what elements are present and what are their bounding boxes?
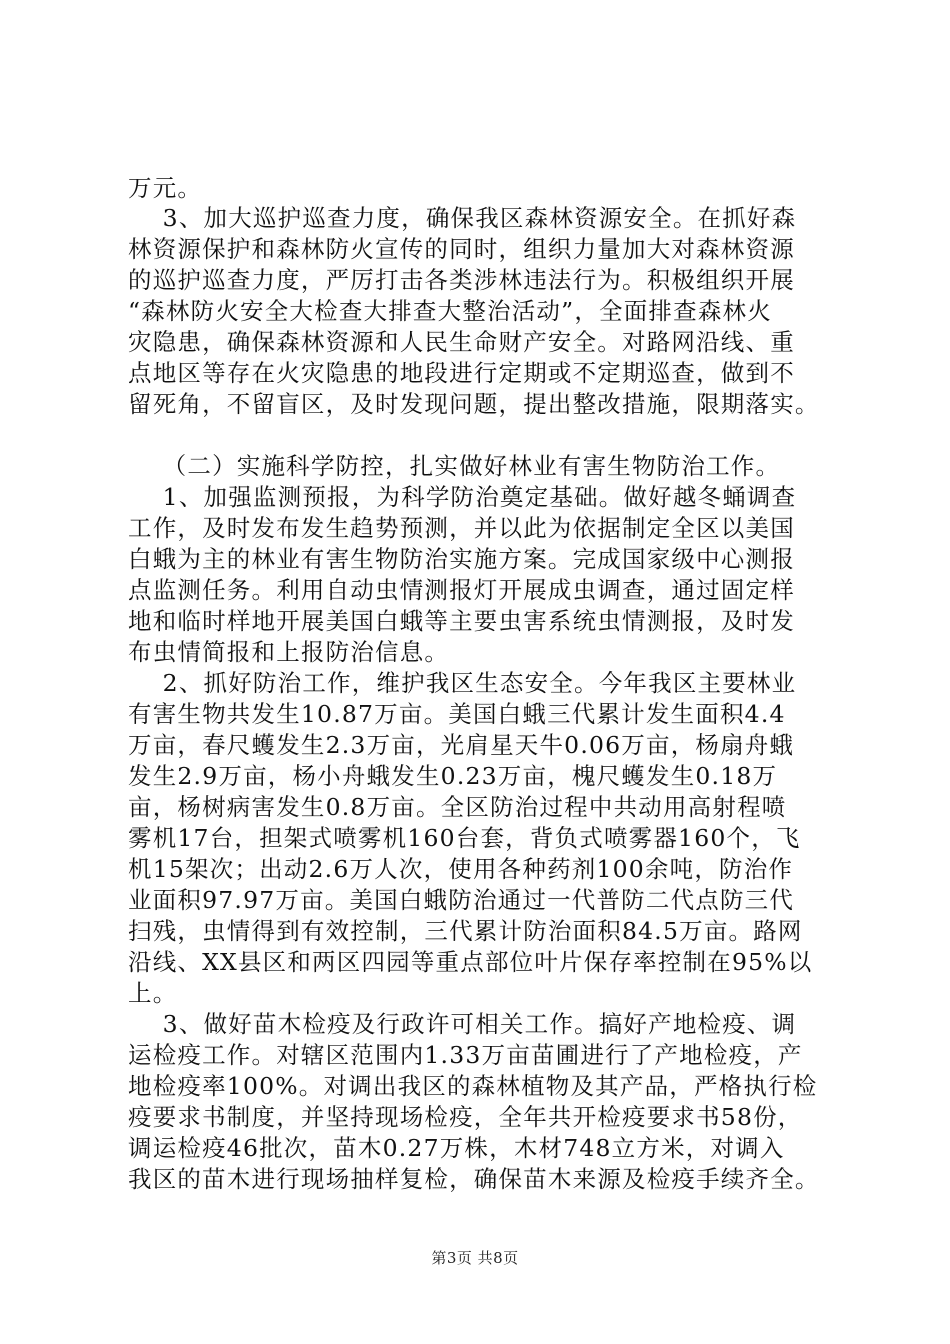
text-line: 雾机17台，担架式喷雾机160台套，背负式喷雾器160个，飞: [128, 824, 801, 852]
text-line: 2、抓好防治工作，维护我区生态安全。今年我区主要林业: [128, 669, 797, 697]
text-line: 运检疫工作。对辖区范围内1.33万亩苗圃进行了产地检疫，产: [128, 1041, 803, 1069]
text-line: “森林防火安全大检查大排查大整治活动”，全面排查森林火: [128, 297, 772, 325]
page-number-footer: 第3页 共8页: [431, 1249, 519, 1267]
text-line: 机15架次；出动2.6万人次，使用各种药剂100余吨，防治作: [128, 855, 794, 883]
text-line: 沿线、XX县区和两区四园等重点部位叶片保存率控制在95%以: [128, 948, 813, 976]
text-line: 业面积97.97万亩。美国白蛾防治通过一代普防二代点防三代: [128, 886, 795, 914]
text-line: 工作，及时发布发生趋势预测，并以此为依据制定全区以美国: [128, 514, 795, 542]
text-line: 上。: [128, 979, 178, 1007]
text-line: 扫残，虫情得到有效控制，三代累计防治面积84.5万亩。路网: [128, 917, 803, 945]
text-line: 布虫情简报和上报防治信息。: [128, 638, 450, 666]
text-line: 点监测任务。利用自动虫情测报灯开展成虫调查，通过固定样: [128, 576, 795, 604]
text-line: 万亩，春尺蠖发生2.3万亩，光肩星天牛0.06万亩，杨扇舟蛾: [128, 731, 795, 759]
text-line: 留死角，不留盲区，及时发现问题，提出整改措施，限期落实。: [128, 390, 820, 418]
text-line: 亩，杨树病害发生0.8万亩。全区防治过程中共动用高射程喷: [128, 793, 787, 821]
text-line: 灾隐患，确保森林资源和人民生命财产安全。对路网沿线、重: [128, 328, 795, 356]
text-line: 有害生物共发生10.87万亩。美国白蛾三代累计发生面积4.4: [128, 700, 786, 728]
text-line: 点地区等存在火灾隐患的地段进行定期或不定期巡查，做到不: [128, 359, 795, 387]
text-line: 的巡护巡查力度，严厉打击各类涉林违法行为。积极组织开展: [128, 266, 795, 294]
text-line: 林资源保护和森林防火宣传的同时，组织力量加大对森林资源: [128, 235, 795, 263]
text-line: 3、做好苗木检疫及行政许可相关工作。搞好产地检疫、调: [128, 1010, 797, 1038]
section-heading: （二）实施科学防控，扎实做好林业有害生物防治工作。: [128, 452, 781, 480]
text-line: 3、加大巡护巡查力度，确保我区森林资源安全。在抓好森: [128, 204, 797, 232]
text-line: 疫要求书制度，并坚持现场检疫，全年共开检疫要求书58份，: [128, 1103, 803, 1131]
text-line: 1、加强监测预报，为科学防治奠定基础。做好越冬蛹调查: [128, 483, 797, 511]
text-line: 白蛾为主的林业有害生物防治实施方案。完成国家级中心测报: [128, 545, 795, 573]
text-line: 地检疫率100%。对调出我区的森林植物及其产品，严格执行检: [128, 1072, 818, 1100]
text-line: 万元。: [128, 174, 203, 202]
text-line: 调运检疫46批次，苗木0.27万株，木材748立方米，对调入: [128, 1134, 785, 1162]
text-line: 我区的苗木进行现场抽样复检，确保苗木来源及检疫手续齐全。: [128, 1165, 820, 1193]
text-line: 地和临时样地开展美国白蛾等主要虫害系统虫情测报，及时发: [128, 607, 795, 635]
text-line: 发生2.9万亩，杨小舟蛾发生0.23万亩，槐尺蠖发生0.18万: [128, 762, 778, 790]
